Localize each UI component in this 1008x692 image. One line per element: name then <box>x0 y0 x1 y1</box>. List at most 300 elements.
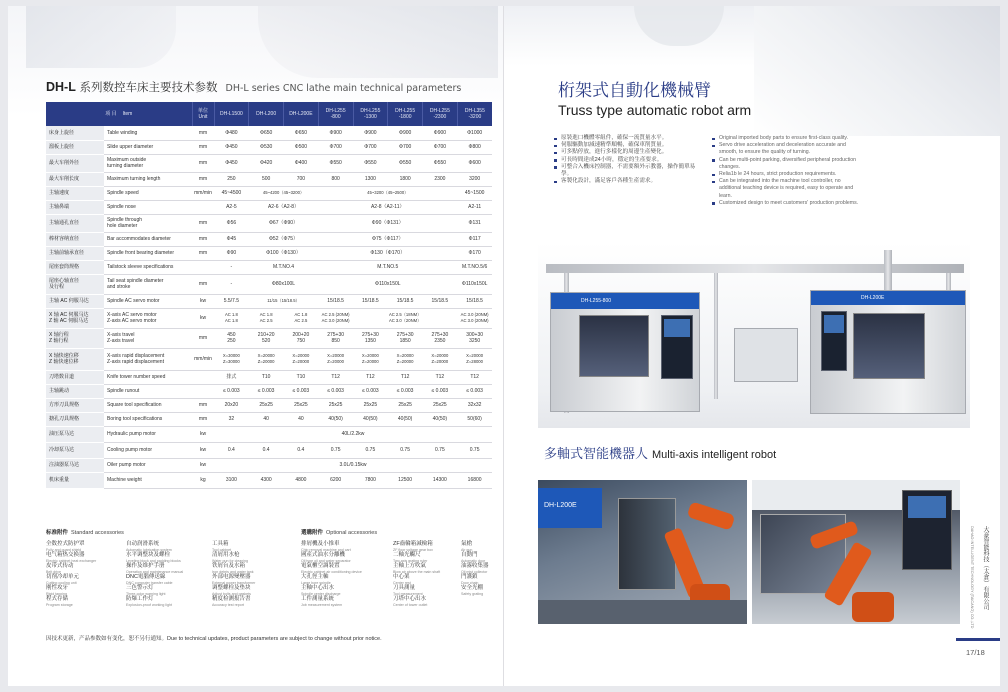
accessory-en: Job measurement system <box>301 602 343 607</box>
table-row <box>46 412 492 426</box>
accessory-item <box>46 585 120 596</box>
bullet-item: 可長時間達成24小時，穩定的生產要求。 <box>554 157 704 164</box>
accessory-en: Spindle center discharge <box>301 591 341 596</box>
row-value: T12 <box>318 370 353 384</box>
row-value: 800 <box>318 172 353 186</box>
row-unit: kw <box>192 294 214 308</box>
lathe-machine-left <box>550 292 700 412</box>
header-unit: 单位 Unit <box>192 102 214 126</box>
row-value: ≤ 0.003 <box>423 384 458 398</box>
row-value: Φ67（Φ90） <box>249 214 319 232</box>
truss-title-en: Truss type automatic robot arm <box>558 102 752 118</box>
row-value: 0.75 <box>423 442 458 458</box>
row-value: 40(50) <box>388 412 423 426</box>
row-label-cn: X 轴 AC 伺服马达 Z 轴 AC 伺服马达 <box>46 308 104 328</box>
row-value: 20x20 <box>214 398 249 412</box>
table-row <box>46 274 492 294</box>
row-label-en: Boring tool specifications <box>104 412 192 426</box>
lathe-machine-right <box>810 290 966 414</box>
accessory-cn: 全数控式防护罩 <box>46 541 85 547</box>
truss-title-cn: 桁架式自動化機械臂 <box>558 81 711 101</box>
row-value: 3.0L/0.15kw <box>214 458 492 472</box>
table-row <box>46 472 492 488</box>
row-value: Φ700 <box>423 140 458 154</box>
row-label-en: Oiler pump motor <box>104 458 192 472</box>
row-value: AC 1.8 AC 2.5 <box>284 308 319 328</box>
accessory-cn: 电气箱热交换器 <box>46 552 85 558</box>
row-value: A2-8（A2-11） <box>318 200 457 214</box>
row-value: 32x32 <box>457 398 492 412</box>
row-value: X=30000 Z=30000 <box>214 348 249 370</box>
machine-label-left: DH-L255-800 <box>581 298 612 304</box>
accessory-cn: 油霧收集器 <box>461 563 489 569</box>
accessory-en: Chip removal machine and cart <box>301 547 351 552</box>
title-en: DH-L series CNC lathe main technical parameters <box>225 83 462 94</box>
row-label-cn: 方形刀具规格 <box>46 398 104 412</box>
accessory-en: Three-color warning light <box>126 591 166 596</box>
row-value: 45~4200（45~3200） <box>249 186 319 200</box>
row-label-cn: 刀塔数目道 <box>46 370 104 384</box>
row-unit: mm <box>192 412 214 426</box>
accessory-item <box>212 552 286 563</box>
row-value: Φ170 <box>457 246 492 260</box>
accessory-en: Center of tower outlet <box>393 602 428 607</box>
row-value: 40L/2.2kw <box>214 426 492 442</box>
accessory-item <box>46 574 120 585</box>
row-value: Φ480 <box>214 126 249 140</box>
table-row <box>46 186 492 200</box>
table-row <box>46 442 492 458</box>
accessory-cn: 程式存储 <box>46 596 69 602</box>
accessory-en: Door chain <box>461 580 479 585</box>
row-value: Φ530 <box>249 140 284 154</box>
row-label-en: Spindle front bearing diameter <box>104 246 192 260</box>
row-value: 250 <box>214 172 249 186</box>
row-label-cn: 主轴鼻端 <box>46 200 104 214</box>
accessory-cn: 刀具測量 <box>393 585 416 591</box>
row-value: A2-11 <box>457 200 492 214</box>
row-label-en: Maximum turning length <box>104 172 192 186</box>
row-value: ≤ 0.003 <box>457 384 492 398</box>
row-label-en: Maximum outside turning diameter <box>104 154 192 172</box>
right-page <box>504 6 1000 686</box>
row-value: ≤ 0.003 <box>249 384 284 398</box>
row-value: Φ80x100L <box>249 274 319 294</box>
row-label-cn: 最大车削长度 <box>46 172 104 186</box>
row-value: 6200 <box>318 472 353 488</box>
row-value: Φ900 <box>388 126 423 140</box>
accessory-item <box>393 585 455 596</box>
row-value: Φ450 <box>214 140 249 154</box>
accessory-item <box>461 552 499 563</box>
row-label-en: Bar accommodates diameter <box>104 232 192 246</box>
row-value: Φ117 <box>457 232 492 246</box>
row-value: 3200 <box>457 172 492 186</box>
row-value: AC 2.5 (20NM) AC 3.0 (20NM) <box>318 308 353 328</box>
row-value: 2300 <box>423 172 458 186</box>
row-value: 15/18.5 <box>318 294 353 308</box>
accessory-item <box>212 574 286 585</box>
accessory-item <box>461 585 499 596</box>
accessory-en: Rigid tapping <box>46 591 67 596</box>
table-row <box>46 154 492 172</box>
accessory-cn: 铁屑台及水箱 <box>212 563 246 569</box>
accessory-item <box>212 541 286 552</box>
accessory-item <box>461 541 499 552</box>
accessory-en: Leveling block and padding blocks <box>126 558 181 563</box>
row-unit <box>192 384 214 398</box>
accessory-en: Operation and maintenance manual <box>126 569 184 574</box>
row-label-en: X-axis AC servo motor Z-axis AC servo motor <box>104 308 192 328</box>
header-model: DH-L1500 <box>214 102 249 126</box>
row-value: T12 <box>353 370 388 384</box>
accessory-cn: ZF齒輪箱減檢箱 <box>393 541 433 547</box>
accessory-item <box>301 563 387 574</box>
row-value: T10 <box>249 370 284 384</box>
accessory-en: Iron debris and water tank <box>212 569 254 574</box>
row-unit: mm <box>192 398 214 412</box>
row-value: 7800 <box>353 472 388 488</box>
row-unit: mm/min <box>192 348 214 370</box>
row-value: Φ600 <box>457 154 492 172</box>
accessory-cn: 防爆工作灯 <box>126 596 154 602</box>
row-value: Φ700 <box>318 140 353 154</box>
bullet-item: Servo drive acceleration and deceleration accurate and smooth, to ensure the quality of turning. <box>712 142 864 156</box>
row-value: ≤ 0.003 <box>284 384 319 398</box>
row-value: AC 1.8 AC 2.5 <box>249 308 284 328</box>
accessory-cn: 工具箱 <box>212 541 229 547</box>
accessory-cn: 主軸中心出水 <box>301 585 335 591</box>
row-value: Φ900 <box>318 126 353 140</box>
row-value: 500 <box>249 172 284 186</box>
row-value: AC 3.0 (20NM) AC 3.0 (20NM) <box>457 308 492 328</box>
row-value: 40(50) <box>353 412 388 426</box>
row-value: X=20000 Z=20000 <box>284 348 319 370</box>
row-value: 45~3200（45~2500） <box>318 186 457 200</box>
row-value: 25x25 <box>353 398 388 412</box>
row-label-en: Table winding <box>104 126 192 140</box>
row-value: Φ100（Φ130） <box>249 246 319 260</box>
table-row <box>46 126 492 140</box>
accessory-en: Large bore spindle <box>301 580 331 585</box>
header-item <box>46 102 192 126</box>
accessory-en: Center rest <box>393 580 411 585</box>
row-value: 40(50) <box>318 412 353 426</box>
row-value: 300+30 3250 <box>457 328 492 348</box>
accessory-item <box>126 574 206 585</box>
row-value: 0.75 <box>353 442 388 458</box>
row-value: Φ550 <box>388 154 423 172</box>
header-model: DH-L355 -3200 <box>457 102 492 126</box>
accessory-item <box>212 596 286 607</box>
row-value: M.T.NO.4 <box>249 260 319 274</box>
accessory-en: Program storage <box>46 602 73 607</box>
row-value: A2-6（A2-8） <box>249 200 319 214</box>
row-label-en: Slide upper diameter <box>104 140 192 154</box>
row-label-cn: 溜板上旋径 <box>46 140 104 154</box>
accessory-en: Automatic door <box>461 558 486 563</box>
row-value: 3100 <box>214 472 249 488</box>
accessory-en: Adjust bolts and gaskets <box>212 591 251 596</box>
row-unit: kw <box>192 426 214 442</box>
bullet-item: Customized design to meet customers' production problems. <box>712 200 864 207</box>
row-value: 45~1500 <box>457 186 492 200</box>
accessory-item <box>393 552 455 563</box>
row-value: 16800 <box>457 472 492 488</box>
header-model: DH-L200E <box>284 102 319 126</box>
row-label-cn: 主轴 AC 伺服马达 <box>46 294 104 308</box>
bullet-item: 可整合入機床控制器，不需要額外示教器，操作簡單易學。 <box>554 164 704 178</box>
bullet-item: 伺服驅動加減速精準順暢，確保車削質量。 <box>554 142 704 149</box>
row-value: 50(60) <box>457 412 492 426</box>
row-unit: mm <box>192 232 214 246</box>
row-value: 0.4 <box>214 442 249 458</box>
row-label-cn: 主轴跳动 <box>46 384 104 398</box>
row-value: 4800 <box>284 472 319 488</box>
row-value: Φ900 <box>353 126 388 140</box>
accessory-item <box>461 563 499 574</box>
row-value: 15/18.5 <box>353 294 388 308</box>
table-row <box>46 140 492 154</box>
row-value: 1300 <box>353 172 388 186</box>
row-value: ≤ 0.003 <box>353 384 388 398</box>
row-value: AC 1.8 AC 1.8 <box>214 308 249 328</box>
row-value: Φ900 <box>423 126 458 140</box>
table-row <box>46 384 492 398</box>
table-row <box>46 308 492 328</box>
row-value: Φ650 <box>249 126 284 140</box>
row-value: 210+20 520 <box>249 328 284 348</box>
row-value: 5.5/7.5 <box>214 294 249 308</box>
machine-label-right: DH-L200E <box>861 295 885 301</box>
accessory-item <box>301 596 387 607</box>
accessory-cn: 主軸上方吹氣 <box>393 563 427 569</box>
row-unit <box>192 260 214 274</box>
row-value: 200+20 750 <box>284 328 319 348</box>
truss-robot-illustration <box>538 242 970 428</box>
row-label-en: Spindle speed <box>104 186 192 200</box>
bullet-item: Original imported body parts to ensure first-class quality. <box>712 135 864 142</box>
row-value: Φ45 <box>214 232 249 246</box>
row-label-en: Cooling pump motor <box>104 442 192 458</box>
accessory-cn: 切削冷却单元 <box>46 574 80 580</box>
accessory-cn: 氣槍 <box>461 541 473 547</box>
row-label-cn: 油压泵马达 <box>46 426 104 442</box>
row-value: 25x25 <box>423 398 458 412</box>
row-value: 25x25 <box>318 398 353 412</box>
table-row <box>46 260 492 274</box>
row-value: 0.75 <box>457 442 492 458</box>
row-label-en: X-axis travel Z-axis travel <box>104 328 192 348</box>
accessory-item <box>301 541 387 552</box>
accessory-cn: 國產式油水分離機 <box>301 552 346 558</box>
header-model: DH-L255 -800 <box>318 102 353 126</box>
row-value: T10 <box>284 370 319 384</box>
accessory-cn: 水平调整块及螺栓 <box>126 552 171 558</box>
row-unit: mm <box>192 246 214 260</box>
row-value: - <box>214 274 249 294</box>
row-value: A2-5 <box>214 200 249 214</box>
row-value: Φ110x150L <box>457 274 492 294</box>
spec-table <box>46 102 492 489</box>
company-name-cn: 大豪智能科技（太倉）有限公司 <box>982 526 989 610</box>
gantry-leg <box>714 273 718 399</box>
table-header-row <box>46 102 492 126</box>
standard-accessories <box>46 528 286 607</box>
accessory-item <box>46 541 120 552</box>
row-value: 275+30 850 <box>318 328 353 348</box>
accessory-en: Fully and guard shield <box>46 547 82 552</box>
accessory-cn: 操作及维护手册 <box>126 563 165 569</box>
row-value: X=20000 Z=20000 <box>388 348 423 370</box>
header-item-en: Item <box>122 111 133 117</box>
row-unit: kw <box>192 442 214 458</box>
header-backdrop <box>8 6 504 116</box>
row-label-cn: 搪孔刀具规格 <box>46 412 104 426</box>
accessory-item <box>393 596 455 607</box>
accessory-item <box>301 552 387 563</box>
row-label-cn: 主轴通孔直径 <box>46 214 104 232</box>
workpiece-rack <box>734 328 798 382</box>
title-cn: 系列数控车床主要技术参数 <box>75 80 218 94</box>
row-value: Φ550 <box>423 154 458 172</box>
table-row <box>46 398 492 412</box>
accessory-en: Safety grating <box>461 591 484 596</box>
table-row <box>46 214 492 232</box>
row-label-cn: X 轴快速位移 Z 轴快速位移 <box>46 348 104 370</box>
row-unit <box>192 200 214 214</box>
accessory-en: Tool cabinet <box>212 547 232 552</box>
row-value: T12 <box>388 370 423 384</box>
accessory-en: Electric cabinet heat exchanger <box>46 558 97 563</box>
photo-machine-label: DH-L200E <box>544 502 577 509</box>
accessory-en: Oil type oil and water separator <box>301 558 351 563</box>
header-model: DH-L255 -2300 <box>423 102 458 126</box>
row-value: 11/15（15/18.5） <box>249 294 319 308</box>
table-row <box>46 328 492 348</box>
row-value: 25x25 <box>284 398 319 412</box>
accessory-cn: 精度检测报告書 <box>212 596 251 602</box>
header-item-cn: 项 目 <box>105 111 117 117</box>
row-value: Φ90（Φ131） <box>318 214 457 232</box>
accessory-cn: 中心架 <box>393 574 410 580</box>
row-value: 40 <box>284 412 319 426</box>
row-value: X=20000 Z=20000 <box>249 348 284 370</box>
bullet-item: Can be integrated into the machine tool controller, no additional teaching device is required, easy to operate and learn. <box>712 178 864 200</box>
accessory-en: DNC computer transfer cable <box>126 580 173 585</box>
row-value: 32 <box>214 412 249 426</box>
disclaimer-note: 因技术更新，产品参数如有变化，恕不另行通知。Due to technical updates, product parameters are subject to change without prior notice. <box>46 636 382 642</box>
row-unit: mm <box>192 140 214 154</box>
table-row <box>46 172 492 186</box>
row-value: 4300 <box>249 472 284 488</box>
title-model: DH-L <box>46 80 76 94</box>
row-value: 12500 <box>388 472 423 488</box>
row-value: Φ550 <box>353 154 388 172</box>
accessory-item <box>46 596 120 607</box>
accessory-item <box>301 574 387 585</box>
optional-accessories <box>301 528 499 607</box>
row-value: Φ90 <box>214 246 249 260</box>
page-number-bar <box>956 638 1000 641</box>
accessory-item <box>126 585 206 596</box>
bullets-en <box>712 135 864 207</box>
row-value: 40 <box>249 412 284 426</box>
row-value: M.T.NO.5 <box>318 260 457 274</box>
row-label-cn: X 轴行程 Z 轴行程 <box>46 328 104 348</box>
row-label-cn: 棒材容纳直径 <box>46 232 104 246</box>
accessory-en: Belt drive <box>46 569 61 574</box>
row-label-en: Tailstock sleeve specifications <box>104 260 192 274</box>
page-number: 17/18 <box>966 648 985 657</box>
accessory-en: Electric cabinet air conditioning device <box>301 569 362 574</box>
row-value: AC 2.5（18NM） AC 3.0（20NM） <box>353 308 457 328</box>
table-row <box>46 200 492 214</box>
standard-title-cn: 标准附件 <box>46 530 69 536</box>
row-value: 25x25 <box>388 398 423 412</box>
row-unit: mm <box>192 274 214 294</box>
accessory-item <box>212 563 286 574</box>
row-value: 0.75 <box>388 442 423 458</box>
row-value: - <box>214 260 249 274</box>
accessory-item <box>212 585 286 596</box>
row-value: Φ420 <box>249 154 284 172</box>
row-value: Φ650 <box>284 126 319 140</box>
row-label-en: Machine weight <box>104 472 192 488</box>
accessory-item <box>393 574 455 585</box>
row-label-en: Square tool specification <box>104 398 192 412</box>
accessory-cn: 调整螺栓及垫块 <box>212 585 251 591</box>
accessory-en: Blow air above the main shaft <box>393 569 441 574</box>
row-label-cn: 最大车削外径 <box>46 154 104 172</box>
accessory-cn: 皮带式传动 <box>46 563 74 569</box>
bullet-item: Relia1b le 24 hours, strict production requirements. <box>712 171 864 178</box>
row-value: 275+30 1850 <box>388 328 423 348</box>
robot-photo-right <box>752 480 960 624</box>
row-label-cn: 主轴速度 <box>46 186 104 200</box>
row-label-en: X-axis rapid displacement Z-axis rapid displacement <box>104 348 192 370</box>
row-value: X=20000 Z=28000 <box>457 348 492 370</box>
accessory-en: Tool measurement <box>393 591 423 596</box>
row-value: 275+30 2350 <box>423 328 458 348</box>
accessory-item <box>46 552 120 563</box>
row-value: Φ700 <box>353 140 388 154</box>
table-row <box>46 246 492 260</box>
header-model: DH-L255 -1800 <box>388 102 423 126</box>
row-value: Φ700 <box>388 140 423 154</box>
row-unit: mm <box>192 214 214 232</box>
row-label-cn: 尾座心轴直径 及行程 <box>46 274 104 294</box>
accessory-en: Water gun for cleaning <box>212 558 249 563</box>
row-label-en: Spindle runout <box>104 384 192 398</box>
row-unit: kw <box>192 308 214 328</box>
accessory-cn: 刀塔中心出水 <box>393 596 427 602</box>
optional-title-en: Optional accessories <box>326 530 378 536</box>
accessory-cn: DNC電腦傳送線 <box>126 574 166 580</box>
accessory-item <box>301 585 387 596</box>
row-value: 15/18.5 <box>457 294 492 308</box>
optional-title-cn: 選購附件 <box>301 530 324 536</box>
accessory-cn: 清屑用水枪 <box>212 552 240 558</box>
row-unit: kg <box>192 472 214 488</box>
row-label-en: Spindle nose <box>104 200 192 214</box>
row-value: Φ56 <box>214 214 249 232</box>
row-value: Φ1000 <box>457 126 492 140</box>
row-value: 25x25 <box>249 398 284 412</box>
row-value: Φ130（Φ170） <box>318 246 457 260</box>
accessory-cn: 排屑機及小推車 <box>301 541 340 547</box>
accessory-en: ZF floor voltage gear box <box>393 547 433 552</box>
